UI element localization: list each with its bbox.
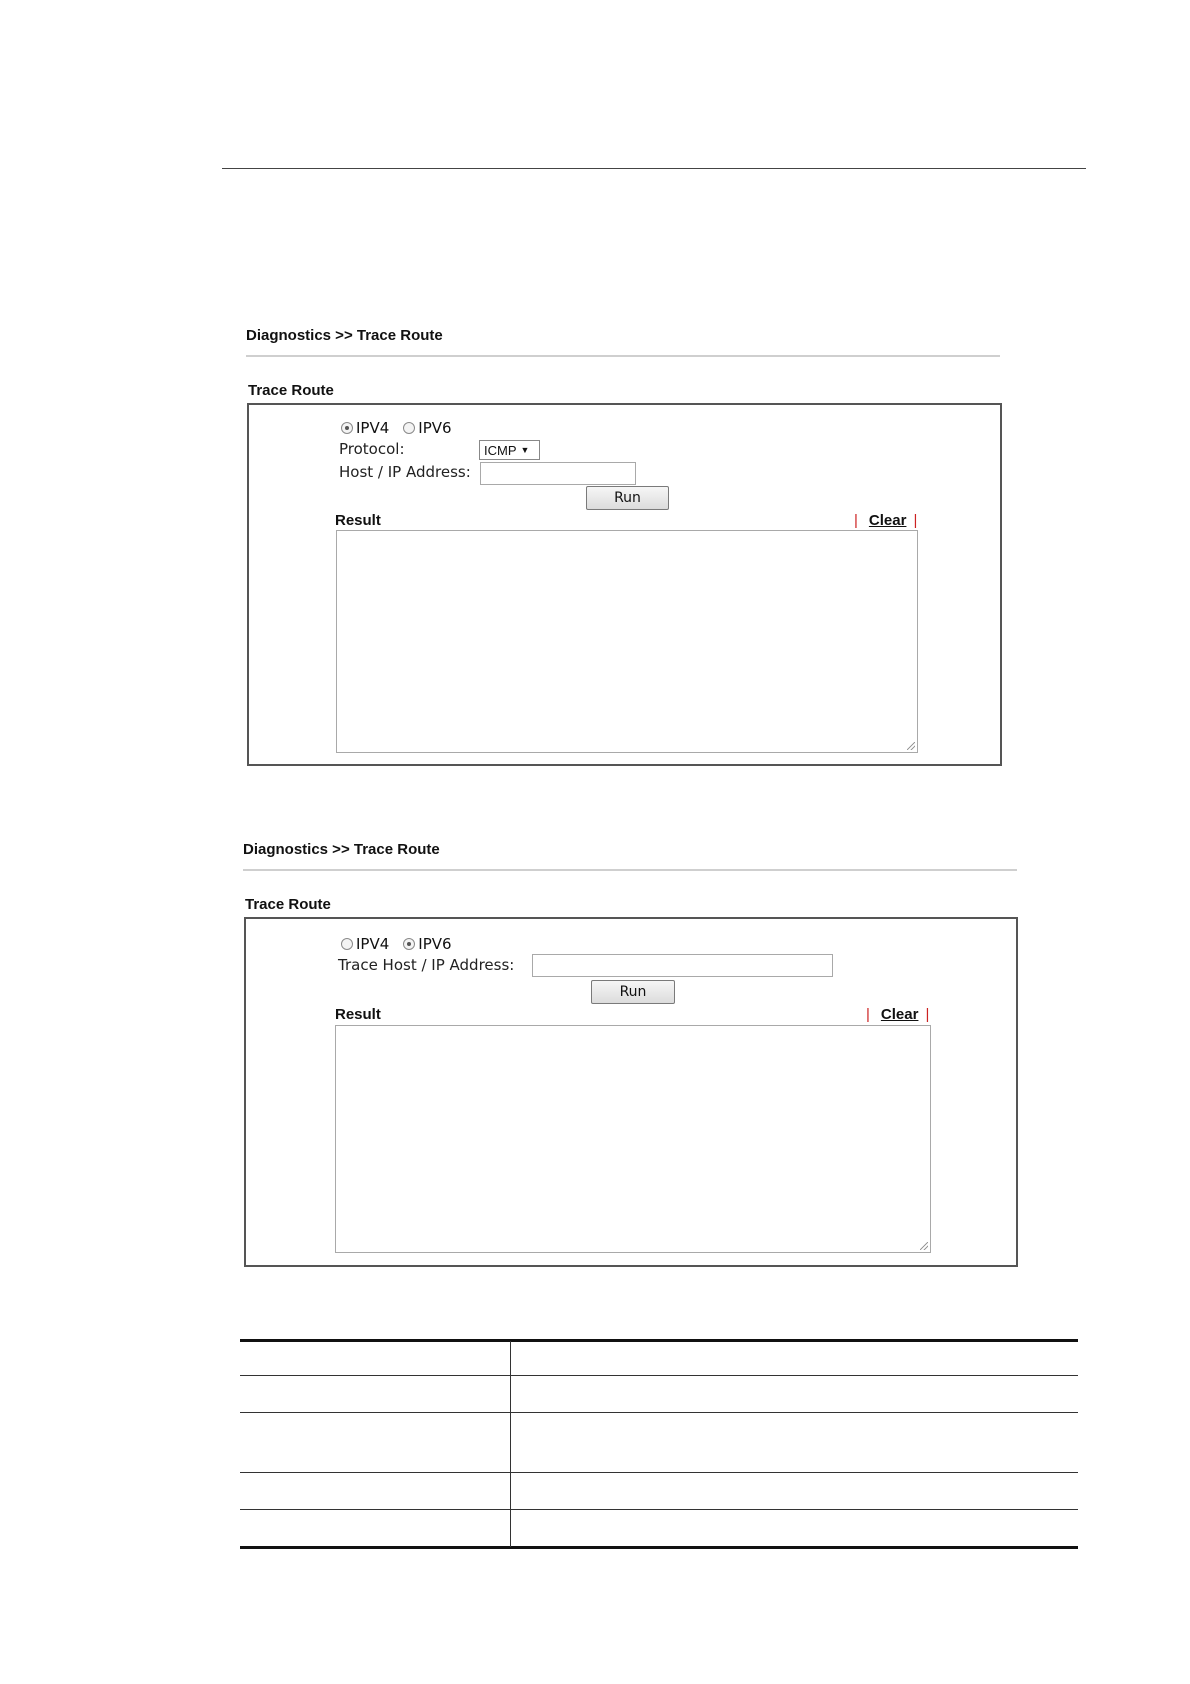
pipe-separator: |	[925, 1006, 930, 1023]
clear-link[interactable]: Clear	[880, 1006, 919, 1023]
ipv6-radio[interactable]	[403, 422, 415, 434]
table-column-divider	[510, 1341, 511, 1547]
table-row-divider	[240, 1412, 1078, 1413]
description-table	[240, 1339, 1078, 1551]
result-label: Result	[335, 1006, 381, 1023]
clear-link[interactable]: Clear	[868, 512, 907, 529]
ipv6-radio[interactable]	[403, 938, 415, 950]
table-row-divider	[240, 1472, 1078, 1473]
ipv6-radio-label: IPV6	[418, 935, 452, 953]
ipv6-radio-label: IPV6	[418, 419, 452, 437]
clear-link-group	[866, 1006, 929, 1023]
ip-version-group	[341, 419, 452, 437]
pipe-separator: |	[913, 512, 918, 529]
ipv4-radio-label: IPV4	[356, 419, 390, 437]
breadcrumb: Diagnostics >> Trace Route	[243, 841, 440, 858]
breadcrumb-divider	[246, 355, 1000, 357]
trace-host-label: Trace Host / IP Address:	[338, 956, 515, 974]
ip-version-group	[341, 935, 452, 953]
trace-route-panel-ipv6	[244, 917, 1018, 1267]
resize-grip-icon[interactable]	[907, 742, 915, 750]
protocol-select[interactable]	[479, 440, 540, 460]
protocol-select-value: ICMP	[484, 442, 517, 458]
host-input[interactable]	[480, 462, 636, 485]
breadcrumb-divider	[243, 869, 1017, 871]
host-label: Host / IP Address:	[339, 463, 471, 481]
protocol-label: Protocol:	[339, 440, 405, 458]
result-label: Result	[335, 512, 381, 529]
breadcrumb: Diagnostics >> Trace Route	[246, 327, 443, 344]
result-textarea[interactable]	[335, 1025, 931, 1253]
table-row-divider	[240, 1375, 1078, 1376]
section-title: Trace Route	[248, 382, 334, 399]
resize-grip-icon[interactable]	[920, 1242, 928, 1250]
ipv4-radio[interactable]	[341, 422, 353, 434]
trace-route-panel-ipv4	[247, 403, 1002, 766]
run-button[interactable]: Run	[591, 980, 675, 1004]
pipe-separator: |	[866, 1006, 870, 1023]
section-title: Trace Route	[245, 896, 331, 913]
trace-host-input[interactable]	[532, 954, 833, 977]
run-button[interactable]: Run	[586, 486, 669, 510]
table-row-divider	[240, 1509, 1078, 1510]
header-rule	[222, 168, 1086, 169]
ipv4-radio[interactable]	[341, 938, 353, 950]
ipv4-radio-label: IPV4	[356, 935, 390, 953]
result-textarea[interactable]	[336, 530, 918, 753]
table-bottom-rule	[240, 1546, 1078, 1549]
table-top-rule	[240, 1339, 1078, 1342]
clear-link-group	[854, 512, 917, 529]
caret-down-icon: ▼	[520, 445, 530, 455]
pipe-separator: |	[854, 512, 858, 529]
